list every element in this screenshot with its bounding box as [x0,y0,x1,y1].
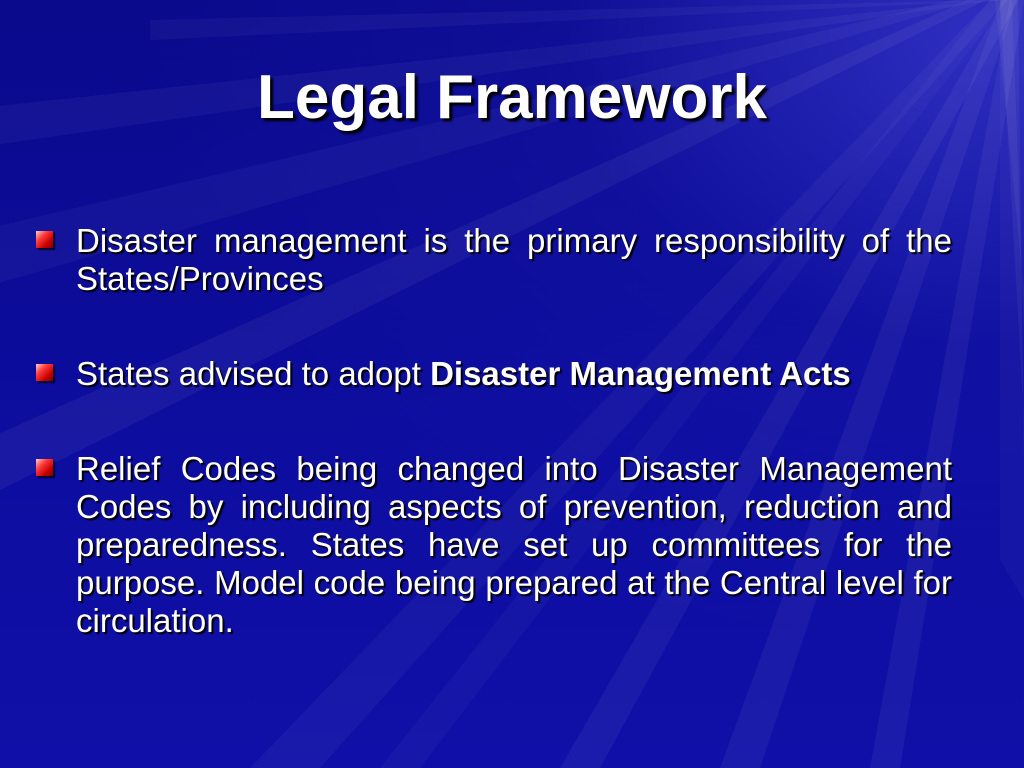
bullet-item [36,222,952,298]
slide-title: Legal Framework [257,63,767,132]
bullet-item [36,355,952,393]
bullet-item [36,450,952,640]
bullet-text: Disaster management is the primary responsibility of the States/Provinces [76,222,952,297]
bullet-bold-text: Disaster Management Acts [430,355,851,392]
bullet-text: Relief Codes being changed into Disaster Management Codes by including aspects of prevention, reduction and preparedness. States have set up committees for the purpose. Model code being prepared at the Central level for circulation. [76,450,952,639]
bullet-list [36,222,952,640]
bullet-square-icon [36,459,53,476]
bullet-square-icon [36,231,53,248]
bullet-square-icon [36,364,53,381]
bullet-text: States advised to adopt [76,355,431,392]
